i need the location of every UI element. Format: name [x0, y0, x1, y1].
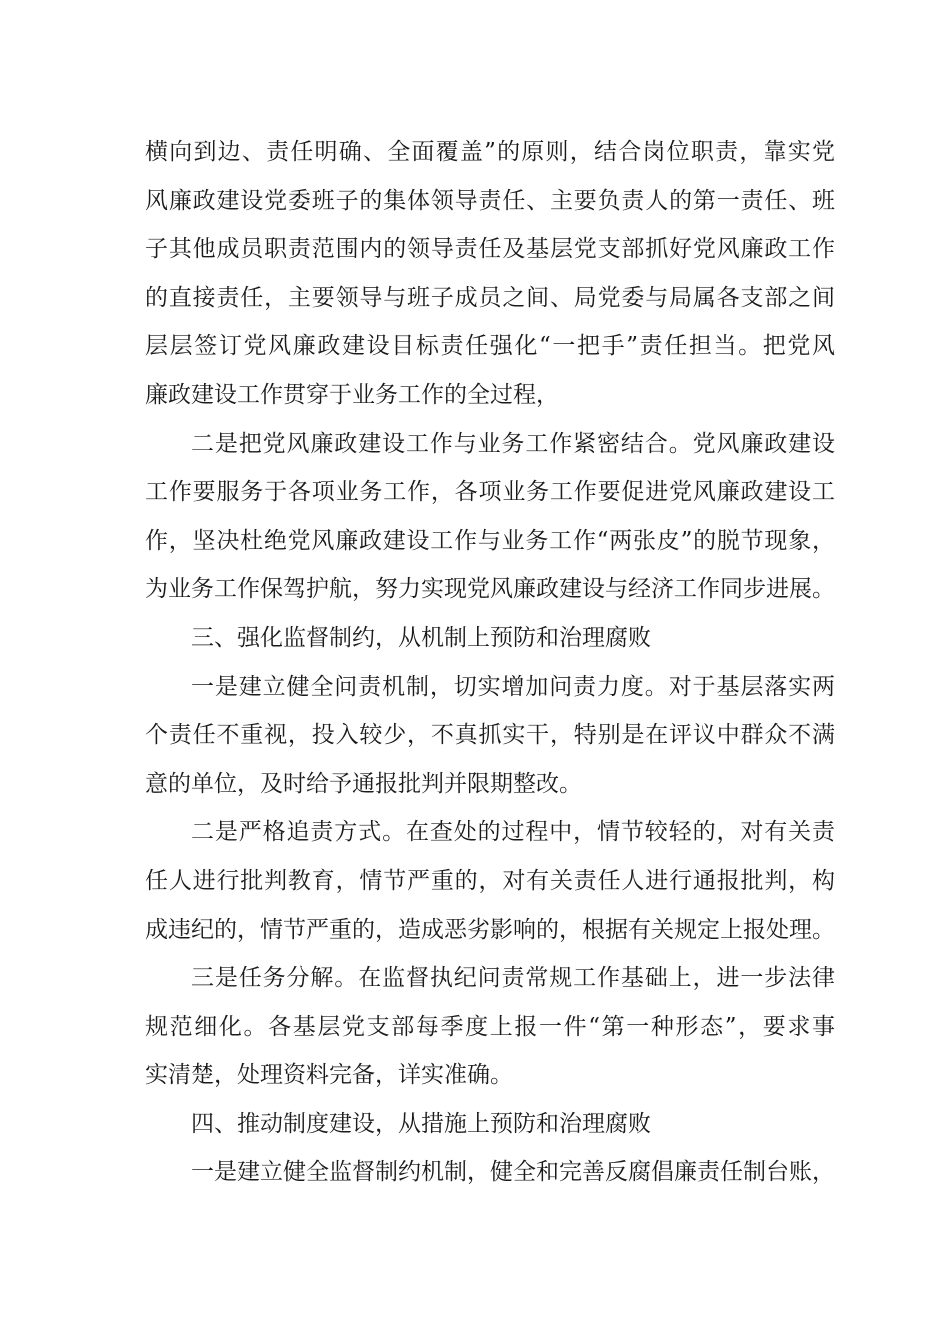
- paragraph: [145, 128, 835, 420]
- text-line: 一是建立健全监督制约机制，健全和完善反腐倡廉责任制台账，: [191, 1159, 835, 1186]
- paragraph: [145, 954, 835, 1100]
- text-line: 风廉政建设党委班子的集体领导责任、主要负责人的第一责任、班: [145, 187, 835, 214]
- paragraph: [145, 1148, 835, 1197]
- section-heading: [145, 1100, 835, 1149]
- section-heading: [145, 614, 835, 663]
- text-line: 廉政建设工作贯穿于业务工作的全过程，: [145, 381, 559, 408]
- text-line: 横向到边、责任明确、全面覆盖”的原则，结合岗位职责，靠实党: [145, 139, 835, 165]
- text-line: 工作要服务于各项业务工作，各项业务工作要促进党风廉政建设工: [145, 479, 835, 506]
- text-line: 的直接责任，主要领导与班子成员之间、局党委与局属各支部之间: [145, 284, 835, 311]
- text-line: 为业务工作保驾护航，努力实现党风廉政建设与经济工作同步进展。: [145, 576, 835, 603]
- text-line: 一是建立健全问责机制，切实增加问责力度。对于基层落实两: [191, 673, 835, 700]
- text-line: 三是任务分解。在监督执纪问责常规工作基础上，进一步法律: [191, 965, 835, 992]
- text-line: 子其他成员职责范围内的领导责任及基层党支部抓好党风廉政工作: [145, 236, 835, 263]
- text-line: 规范细化。各基层党支部每季度上报一件“第一种形态”，要求事: [145, 1013, 835, 1040]
- text-line: 二是严格追责方式。在查处的过程中，情节较轻的，对有关责: [191, 819, 835, 846]
- text-line: 二是把党风廉政建设工作与业务工作紧密结合。党风廉政建设: [191, 430, 835, 457]
- text-line: 成违纪的，情节严重的，造成恶劣影响的，根据有关规定上报处理。: [145, 916, 835, 943]
- heading-line: 三、强化监督制约，从机制上预防和治理腐败: [191, 624, 651, 651]
- text-line: 意的单位，及时给予通报批判并限期整改。: [145, 770, 582, 797]
- text-line: 实清楚，处理资料完备，详实准确。: [145, 1062, 513, 1089]
- paragraph: [145, 663, 835, 809]
- heading-line: 四、推动制度建设，从措施上预防和治理腐败: [191, 1110, 651, 1137]
- paragraph: [145, 420, 835, 614]
- text-line: 层层签订党风廉政建设目标责任强化“一把手”责任担当。把党风: [145, 333, 835, 360]
- document-page: [145, 128, 835, 1197]
- text-line: 任人进行批判教育，情节严重的，对有关责任人进行通报批判，构: [145, 867, 835, 894]
- paragraph: [145, 808, 835, 954]
- text-line: 作，坚决杜绝党风廉政建设工作与业务工作“两张皮”的脱节现象，: [145, 527, 835, 554]
- text-line: 个责任不重视，投入较少，不真抓实干，特别是在评议中群众不满: [145, 722, 835, 749]
